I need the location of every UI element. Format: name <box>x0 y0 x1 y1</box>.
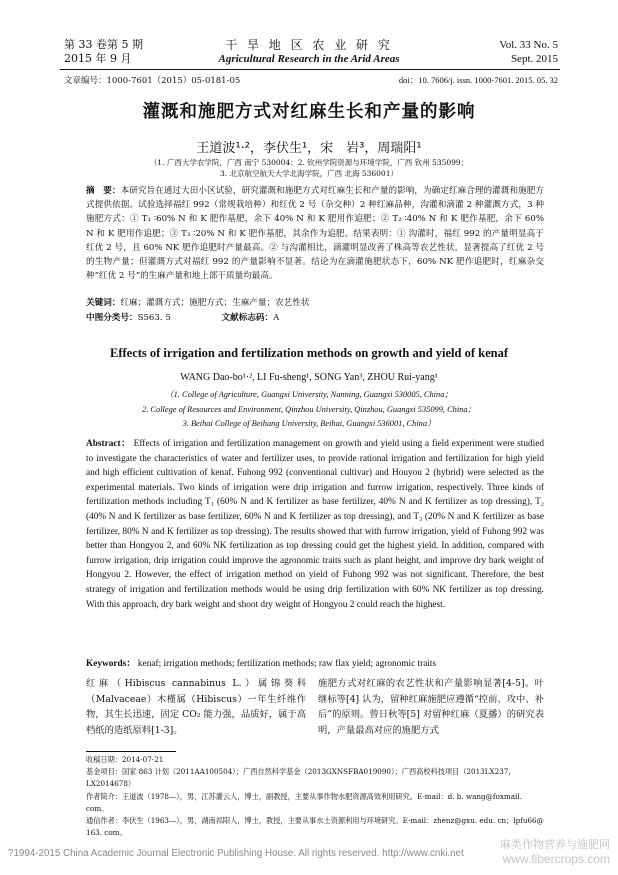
header-date-en: Sept. 2015 <box>510 53 558 65</box>
affiliation-en-line: （1. College of Agriculture, Guangxi University, Nanning, Guangxi 530005, China； <box>165 390 453 399</box>
clc-value: S563. 5 <box>137 313 171 323</box>
keywords-cn-label: 关键词： <box>86 298 121 308</box>
classification-cn <box>86 312 544 324</box>
clc-label: 中图分类号： <box>86 313 138 323</box>
header-volume-cn: 第 33 卷第 5 期 <box>64 38 143 51</box>
footnote-corresponding: 通信作者：李伏生（1963—），男，湖南祁阳人，博士，教授，主要从事水土资源利用与环境研究。E-mail：zhenz@gxu. edu. cn；lpfu66@ <box>86 816 544 826</box>
abstract-cn-text: 本研究旨在通过大田小区试验，研究灌溉和施肥方式对红麻生长和产量的影响，为确定红麻合理的灌溉和施肥方式提供依据。试验选择福红 992（常规栽培种）和红优 2 号（杂交种）2 种红麻品种，沟灌和滴灌 2 种灌溉方式，3 种施肥方式：① T₁ ∶60% N 和 K 肥作基肥，余下 40% N 和 K 肥用作追肥；② T₂ ∶40% N 和 K 肥作基肥，余下 60% N 和 K 肥用作追肥；③ T₃ ∶20% N 和 K 肥作基肥，其余作为追肥。结果表明：① 沟灌时，福红 992 的产量明显高于红优 2 号，且 60% NK 肥作追肥时产量最高。② 与沟灌相比，滴灌明显改善了株高等农艺性状，显著提高了红优 2 号的生物产量；但灌溉方式对福红 992 的产量影响不显著。结论为在滴灌施肥状态下，60% NK 肥作追肥时，红麻杂交种“红优 2 号”的生麻产量和地上部干质量均最高。 <box>86 186 544 282</box>
paper-title-cn: 灌溉和施肥方式对红麻生长和产量的影响 <box>142 102 476 122</box>
doi: doi：10. 7606/j. issn. 1000-7601. 2015. 05. 32 <box>398 75 558 85</box>
article-number: 文章编号：1000-7601（2015）05-0181-05 <box>64 76 241 86</box>
authors-cn: 王道波¹·²，李伏生¹，宋 岩³，周瑞阳¹ <box>196 141 422 156</box>
watermark-url: www.fibercrops.com <box>502 852 610 866</box>
keywords-cn <box>86 297 544 309</box>
body-column-right: 施肥方式对红麻的农艺性状和产量影响显著[4-5]。叶继标等[4] 认为，留种红麻施肥应遵循“控前、攻中、补后”的原则。曾日秋等[5] 对留种红麻（夏播）的研究表明，产量最高对应的施肥方式 <box>318 678 544 736</box>
body-column-left: 红麻（Hibiscus cannabinus L.）属锦葵科（Malvaceae）木槿属（Hibiscus）一年生纤维作物，其生长迅速，固定 CO₂ 能力强，品质好，属于高档纸的造纸原料[1-3]。 <box>86 678 306 736</box>
affiliation-en-line: 3. Beihai College of Beihang University, Beihai, Guangxi 536001, China） <box>182 419 436 428</box>
paper-title-en: Effects of irrigation and fertilization methods on growth and yield of kenaf <box>109 346 509 360</box>
watermark-cn: 麻类作物营养与施肥网 <box>500 838 610 851</box>
journal-name-en: Agricultural Research in the Arid Areas <box>218 53 400 65</box>
header-volume-en <box>499 38 558 66</box>
doc-code-value: A <box>273 313 280 323</box>
header-rule <box>60 69 560 70</box>
journal-name-cn: 干 旱 地 区 农 业 研 究 <box>225 38 393 52</box>
doc-code-label: 文献标志码： <box>221 313 274 323</box>
affiliation-cn-line: （1. 广西大学农学院，广西 南宁 530004；2. 钦州学院资源与环境学院，广西 钦州 535099； <box>149 158 469 167</box>
affiliation-cn-line: 3. 北京航空航天大学北海学院，广西 北海 536001） <box>220 169 398 178</box>
abstract-en <box>86 437 544 612</box>
footnote-funding: 基金项目：国家 863 计划（2011AA100504）；广西自然科学基金（2013GXNSFBA019090）；广西高校科技项目（2013LX237，LX2014678） <box>86 767 516 789</box>
footnote <box>86 754 546 839</box>
header-volume-en-line: Vol. 33 No. 5 <box>499 39 558 51</box>
footnote-rule <box>86 751 176 752</box>
affiliations-en <box>0 388 618 432</box>
affiliation-en-line: 2. College of Resources and Environment, Qinzhou University, Qinzhou, Guangxi 535099, China； <box>142 404 476 414</box>
abstract-cn <box>86 184 544 283</box>
watermark <box>500 838 610 866</box>
footnote-corresponding-cont: 163. com。 <box>86 828 127 838</box>
abstract-cn-label: 摘 要： <box>86 186 121 196</box>
footnote-author-bio: 作者简介：王道波（1978—），男，江苏灌云人，博士，副教授，主要从事作物水肥资源高效利用研究。E-mail：d. b. wang@foxmail. com。 <box>86 791 522 813</box>
header-date-cn: 2015 年 9 月 <box>64 52 132 65</box>
keywords-en-text: kenaf; irrigation methods; fertilization methods; raw flax yield; agronomic traits <box>137 659 437 669</box>
footnote-received: 收稿日期：2014-07-21 <box>86 755 164 764</box>
copyright-notice: ?1994-2015 China Academic Journal Electronic Publishing House. All rights reserved. http://www.cnki.net <box>8 848 464 859</box>
abstract-en-text: Effects of irrigation and fertilization management on growth and yield using a field experiment were studied to investigate the characteristics of water and fertilizer uses, to provide rational irrigation and fertilization for high yield and high efficient cultivation of kenaf. Fuhong 992 (conventional cultivar) and Houyou 2 (hybrid) were selected as the experimental materials. Two kinds of irrigation were drip irrigation and furrow irrigation, respectively. Three kinds of fertilization methods including T₁ (60% N and K fertilizer as base fertilizer, 40% N and K fertilizer as top dressing), T₂ (40% N and K fertilizer as base fertilizer, 60% N and K fertilizer as top dressing), and T₃ (20% N and K fertilizer as base fertilizer, 80% N and K fertilizer as top dressing). The results showed that with furrow irrigation, yield of Fuhong 992 was better than Hongyou 2, and 60% NK fertilization as top dressing could get the highest yield. In addition, compared with furrow irrigation, drip irrigation could improve the agronomic traits such as plant height, and improve dry bark weight of Hongyou 2. However, the effect of irrigation method on yield of Fuhong 992 was not significant. Therefore, the best strategy of irrigation and fertilization methods would be using drip fertilization with 60% NK fertilizer as top dressing. With this approach, dry bark weight and shoot dry weight of Hongyou 2 could reach the highest. <box>86 439 544 610</box>
abstract-en-label: Abstract： <box>86 439 131 449</box>
keywords-en-label: Keywords： <box>86 659 136 669</box>
keywords-cn-text: 红麻；灌溉方式；施肥方式；生麻产量；农艺性状 <box>120 298 310 308</box>
keywords-en <box>86 655 544 669</box>
affiliations-cn <box>0 157 618 179</box>
authors-en: WANG Dao-bo¹·², LI Fu-sheng¹, SONG Yan³, ZHOU Rui-yang¹ <box>180 372 438 383</box>
